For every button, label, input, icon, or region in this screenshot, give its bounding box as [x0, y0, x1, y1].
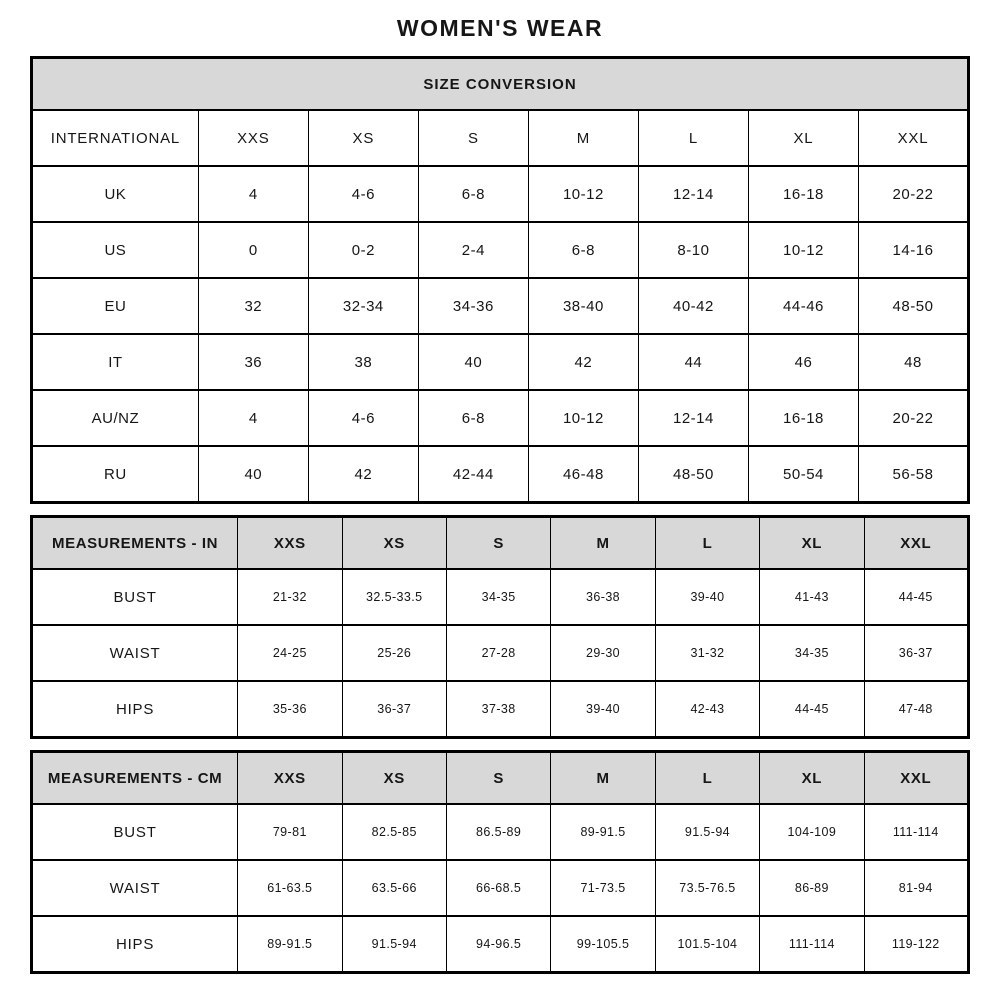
column-header: XL: [760, 517, 864, 570]
table-cell: 89-91.5: [238, 916, 342, 973]
column-header: MEASUREMENTS - IN: [32, 517, 238, 570]
column-header: XL: [748, 110, 858, 166]
table-cell: 4-6: [308, 390, 418, 446]
table-cell: 56-58: [858, 446, 968, 503]
row-label: HIPS: [32, 916, 238, 973]
table-cell: 37-38: [446, 681, 550, 738]
table-cell: 44-45: [864, 569, 968, 625]
table-cell: 48-50: [858, 278, 968, 334]
table-cell: 38: [308, 334, 418, 390]
column-header: XS: [342, 752, 446, 805]
table-cell: 36-37: [864, 625, 968, 681]
table-cell: 2-4: [418, 222, 528, 278]
column-header: INTERNATIONAL: [32, 110, 199, 166]
table-cell: 42-44: [418, 446, 528, 503]
table-gap: [30, 739, 970, 750]
row-label: WAIST: [32, 860, 238, 916]
table-cell: 36-37: [342, 681, 446, 738]
column-header: M: [528, 110, 638, 166]
row-label: UK: [32, 166, 199, 222]
table-cell: 73.5-76.5: [655, 860, 759, 916]
table-cell: 24-25: [238, 625, 342, 681]
row-label: EU: [32, 278, 199, 334]
row-label: HIPS: [32, 681, 238, 738]
table-cell: 34-35: [760, 625, 864, 681]
table-row: [32, 446, 969, 503]
table-cell: 86.5-89: [446, 804, 550, 860]
column-header: XS: [308, 110, 418, 166]
table-cell: 36-38: [551, 569, 655, 625]
table-cell: 66-68.5: [446, 860, 550, 916]
row-label: RU: [32, 446, 199, 503]
table-cell: 31-32: [655, 625, 759, 681]
column-header: XXL: [864, 517, 968, 570]
table-cell: 42: [528, 334, 638, 390]
table-cell: 39-40: [551, 681, 655, 738]
table-cell: 4: [198, 166, 308, 222]
table-cell: 48: [858, 334, 968, 390]
table-cell: 40: [418, 334, 528, 390]
table-cell: 47-48: [864, 681, 968, 738]
table-cell: 4-6: [308, 166, 418, 222]
table-cell: 91.5-94: [655, 804, 759, 860]
table-cell: 39-40: [655, 569, 759, 625]
table-cell: 0-2: [308, 222, 418, 278]
measurements-cm-table: [30, 750, 970, 974]
column-header: XXS: [238, 752, 342, 805]
table-cell: 111-114: [760, 916, 864, 973]
column-header: XS: [342, 517, 446, 570]
table-row: [32, 916, 969, 973]
column-header: XXS: [198, 110, 308, 166]
table-cell: 119-122: [864, 916, 968, 973]
column-header: L: [638, 110, 748, 166]
table-cell: 4: [198, 390, 308, 446]
table-cell: 63.5-66: [342, 860, 446, 916]
row-label: BUST: [32, 569, 238, 625]
table-cell: 40-42: [638, 278, 748, 334]
page-title: WOMEN'S WEAR: [396, 15, 604, 41]
table-cell: 44-45: [760, 681, 864, 738]
table-cell: 82.5-85: [342, 804, 446, 860]
table-row: [32, 569, 969, 625]
column-header: S: [446, 517, 550, 570]
table-cell: 27-28: [446, 625, 550, 681]
table-cell: 46-48: [528, 446, 638, 503]
table-cell: 16-18: [748, 390, 858, 446]
row-label: WAIST: [32, 625, 238, 681]
table-cell: 6-8: [418, 166, 528, 222]
size-conversion-table: [30, 56, 970, 504]
column-header: MEASUREMENTS - CM: [32, 752, 238, 805]
table-cell: 36: [198, 334, 308, 390]
table-cell: 38-40: [528, 278, 638, 334]
table-cell: 20-22: [858, 390, 968, 446]
table-row: [32, 804, 969, 860]
table-header-row: [32, 752, 969, 805]
column-header: XXL: [864, 752, 968, 805]
table-row: [32, 681, 969, 738]
table-cell: 8-10: [638, 222, 748, 278]
table-cell: 86-89: [760, 860, 864, 916]
table-cell: 89-91.5: [551, 804, 655, 860]
table-cell: 25-26: [342, 625, 446, 681]
table-cell: 35-36: [238, 681, 342, 738]
table-cell: 104-109: [760, 804, 864, 860]
table-cell: 42: [308, 446, 418, 503]
table-cell: 29-30: [551, 625, 655, 681]
table-row: [32, 166, 969, 222]
column-header: XXS: [238, 517, 342, 570]
table-cell: 20-22: [858, 166, 968, 222]
row-label: AU/NZ: [32, 390, 199, 446]
column-header: L: [655, 752, 759, 805]
table-cell: 40: [198, 446, 308, 503]
table-cell: 32.5-33.5: [342, 569, 446, 625]
table-cell: 48-50: [638, 446, 748, 503]
table-row: [32, 390, 969, 446]
table-cell: 32: [198, 278, 308, 334]
table-cell: 42-43: [655, 681, 759, 738]
table-cell: 21-32: [238, 569, 342, 625]
table-cell: 12-14: [638, 166, 748, 222]
column-header: XL: [760, 752, 864, 805]
table-cell: 34-35: [446, 569, 550, 625]
table-cell: 99-105.5: [551, 916, 655, 973]
table-cell: 71-73.5: [551, 860, 655, 916]
measurements-in-table: [30, 515, 970, 739]
table-cell: 94-96.5: [446, 916, 550, 973]
column-header: L: [655, 517, 759, 570]
table-header-row: [32, 110, 969, 166]
table-cell: 0: [198, 222, 308, 278]
column-header: M: [551, 517, 655, 570]
row-label: US: [32, 222, 199, 278]
table-cell: 16-18: [748, 166, 858, 222]
table-cell: 14-16: [858, 222, 968, 278]
row-label: IT: [32, 334, 199, 390]
table-banner-row: [32, 58, 969, 111]
table-cell: 81-94: [864, 860, 968, 916]
table-cell: 10-12: [528, 166, 638, 222]
table-cell: 111-114: [864, 804, 968, 860]
column-header: M: [551, 752, 655, 805]
table-cell: 34-36: [418, 278, 528, 334]
table-cell: 91.5-94: [342, 916, 446, 973]
row-label: BUST: [32, 804, 238, 860]
column-header: S: [446, 752, 550, 805]
table-cell: 12-14: [638, 390, 748, 446]
table-cell: 46: [748, 334, 858, 390]
table-cell: 10-12: [528, 390, 638, 446]
table-row: [32, 334, 969, 390]
table-header-row: [32, 517, 969, 570]
table-row: [32, 860, 969, 916]
table-row: [32, 625, 969, 681]
column-header: XXL: [858, 110, 968, 166]
table-cell: 41-43: [760, 569, 864, 625]
table-cell: 44: [638, 334, 748, 390]
table-row: [32, 278, 969, 334]
column-header: S: [418, 110, 528, 166]
size-chart-page: [30, 0, 970, 974]
table-cell: 50-54: [748, 446, 858, 503]
table-cell: 10-12: [748, 222, 858, 278]
table-cell: 44-46: [748, 278, 858, 334]
table-gap: [30, 504, 970, 515]
table-cell: 61-63.5: [238, 860, 342, 916]
table-cell: 79-81: [238, 804, 342, 860]
table-cell: 6-8: [418, 390, 528, 446]
table-title: SIZE CONVERSION: [32, 58, 969, 111]
table-cell: 6-8: [528, 222, 638, 278]
table-cell: 32-34: [308, 278, 418, 334]
table-row: [32, 222, 969, 278]
table-cell: 101.5-104: [655, 916, 759, 973]
